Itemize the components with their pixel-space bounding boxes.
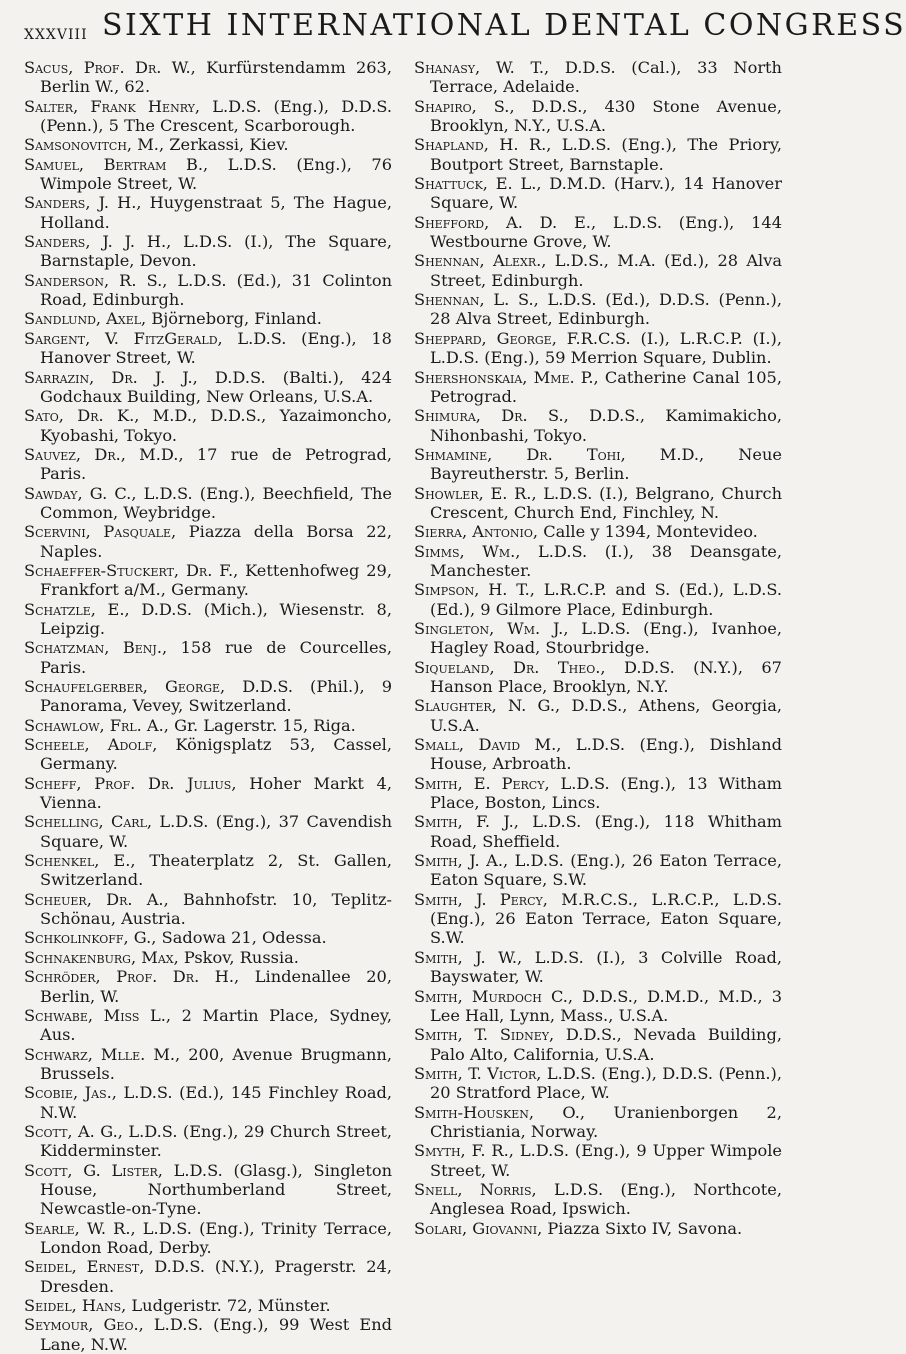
member-entry [414,484,782,523]
member-name: Sarrazin, Dr. J. J., [24,367,198,387]
member-name: Schröder, Prof. Dr. H., [24,967,240,987]
member-entry [414,445,782,484]
member-address: M.D., D.D.S., Yazaimoncho, Kyobashi, Tokyo. [40,406,392,445]
member-address: L.D.S. (Eng.), 144 Westbourne Grove, W. [430,212,782,252]
member-name: Sandlund, Axel, [24,309,147,329]
member-entry [414,1141,782,1180]
member-name: Schwabe, Miss L., [24,1005,172,1025]
member-address: L.D.S. (Eng.), D.D.S. (Penn.), 20 Stratford Place, W. [430,1063,782,1103]
member-name: Shennan, L. S., [414,290,539,310]
member-address: L.D.S. (Eng.), 13 Witham Place, Boston, Lincs. [430,773,782,813]
member-address: L.D.S. (Eng.), 26 Eaton Terrace, Eaton Square, S.W. [430,851,782,890]
member-name: Samuel, Bertram B., [24,154,209,174]
page-header [24,8,906,52]
member-name: Shennan, Alexr., [414,251,547,271]
member-address: Sadowa 21, Odessa. [156,928,327,948]
member-name: Snell, Norris, [414,1179,537,1199]
member-name: Siqueland, Dr. Theo., [414,657,606,677]
member-address: Lindenallee 20, Berlin, W. [40,967,392,1006]
member-entry [24,1006,392,1045]
member-address: Theaterplatz 2, St. Gallen, Switzerland. [40,851,392,890]
member-address: Zerkassi, Kiev. [164,135,289,155]
member-entry [24,735,392,774]
member-address: L.D.S. (Eng.), The Priory, Boutport Street, Barnstaple. [430,135,782,174]
member-entry [414,97,782,136]
member-address: L.D.S., M.A. (Ed.), 28 Alva Street, Edinburgh. [430,251,782,290]
member-name: Scobie, Jas., [24,1083,117,1103]
member-address: Pskov, Russia. [178,947,299,967]
member-name: Shefford, A. D. E., [414,212,597,232]
member-entry [414,522,782,541]
member-address: Björneborg, Finland. [146,309,322,329]
member-name: Shanasy, W. T., [414,58,550,77]
member-name: Samsonovitch, M., [24,135,165,155]
member-entry [414,580,782,619]
member-address: M.D., 17 rue de Petrograd, Paris. [40,444,392,484]
member-name: Scheuer, Dr. A., [24,889,169,909]
member-entry [24,329,392,368]
member-entry [24,1257,392,1296]
member-entry [24,406,392,445]
left-column [24,58,392,1354]
member-entry [414,406,782,445]
member-entry [24,677,392,716]
member-address: D.D.S. (Cal.), 33 North Terrace, Adelaide. [430,58,782,97]
member-address: L.D.S. (Ed.), 145 Finchley Road, N.W. [40,1083,392,1122]
member-name: Sargent, V. FitzGerald, [24,328,223,348]
member-entry [414,1180,782,1219]
running-head: SIXTH INTERNATIONAL DENTAL CONGRESS [102,8,906,43]
member-address: L.D.S. (Eng.), 18 Hanover Street, W. [40,328,392,368]
member-name: Smith, E. Percy, [414,773,550,793]
member-name: Sauvez, Dr., [24,444,126,464]
member-entry [414,987,782,1026]
member-entry [24,812,392,851]
member-entry [414,290,782,329]
member-entry [24,890,392,929]
member-address: L.D.S. (Eng.), D.D.S. (Penn.), 5 The Crescent, Scarborough. [40,96,392,136]
member-address: D.D.S. (N.Y.), 67 Hanson Place, Brooklyn, N.Y. [430,657,782,696]
member-entry [24,271,392,310]
member-address: D.D.S., Athens, Georgia, U.S.A. [430,696,782,735]
member-entry [24,445,392,484]
member-entry [24,135,392,154]
member-address: D.D.S. (Mich.), Wiesenstr. 8, Leipzig. [40,599,393,638]
member-columns [24,58,782,1354]
member-address: L.D.S. (Eng.), 9 Upper Wimpole Street, W. [430,1141,782,1180]
member-name: Smith, Murdoch C., [414,986,574,1006]
member-name: Schnakenburg, Max, [24,947,179,967]
member-entry [24,368,392,407]
member-entry [414,368,782,407]
member-name: Salter, Frank Henry, [24,96,201,116]
member-entry [414,174,782,213]
member-address: F.R.C.S. (I.), L.R.C.P. (I.), L.D.S. (Eng.), 59 Merrion Square, Dublin. [430,328,782,368]
member-address: 200, Avenue Brugmann, Brussels. [40,1044,392,1083]
member-name: Scheele, Adolf, [24,735,158,755]
member-entry [24,58,392,97]
member-entry [24,309,392,328]
member-address: L.D.S. (I.), 3 Colville Road, Bayswater, W. [430,947,782,987]
member-name: Scott, A. G., [24,1121,123,1141]
right-column [414,58,782,1354]
member-entry [414,329,782,368]
member-entry [24,1122,392,1161]
member-address: L.D.S. (Glasg.), Singleton House, Northumberland Street, Newcastle-on-Tyne. [40,1160,392,1219]
member-name: Smyth, F. R., [414,1141,514,1161]
member-entry [414,1025,782,1064]
member-entry [24,948,392,967]
member-name: Singleton, Wm. J., [414,618,569,638]
member-name: Sanderson, R. S., [24,270,168,290]
member-name: Sanders, J. H., [24,193,142,213]
member-address: L.D.S. (Eng.), 37 Cavendish Square, W. [40,812,392,851]
member-entry [414,58,782,97]
member-entry [24,1296,392,1315]
member-name: Schenkel, E., [24,851,136,871]
member-address: L.D.S. (Eng.), 118 Whitham Road, Sheffield. [430,812,782,851]
member-address: Königsplatz 53, Cassel, Germany. [40,735,392,774]
member-entry [24,1219,392,1258]
member-name: Showler, E. R., [414,483,537,503]
member-address: L.D.S. (Ed.), D.D.S. (Penn.), 28 Alva Street, Edinburgh. [430,290,782,329]
member-address: Uranienborgen 2, Christiania, Norway. [430,1102,782,1141]
member-name: Simpson, H. T., [414,580,535,600]
member-entry [24,522,392,561]
member-name: Seidel, Ernest, [24,1257,145,1277]
member-address: M.D., Neue Bayreutherstr. 5, Berlin. [430,444,782,484]
member-name: Sato, Dr. K., [24,406,140,426]
member-name: Scott, G. Lister, [24,1160,163,1180]
member-entry [24,97,392,136]
member-address: 2 Martin Place, Sydney, Aus. [40,1005,392,1045]
member-name: Smith, J. A., [414,851,509,871]
member-entry [24,1161,392,1219]
member-address: D.D.S., D.M.D., M.D., 3 Lee Hall, Lynn, Mass., U.S.A. [430,986,782,1025]
member-address: Hoher Markt 4, Vienna. [40,773,393,813]
member-entry [414,774,782,813]
member-entry [24,232,392,271]
member-address: D.M.D. (Harv.), 14 Hanover Square, W. [430,174,782,213]
member-entry [24,928,392,947]
member-entry [24,561,392,600]
member-name: Solari, Giovanni, [414,1218,543,1238]
member-address: Calle y 1394, Montevideo. [538,522,758,542]
member-name: Schatzle, E., [24,599,130,619]
member-name: Shmamine, Dr. Tohi, [414,444,626,464]
member-entry [414,851,782,890]
member-entry [414,735,782,774]
member-entry [414,1103,782,1142]
member-address: 158 rue de Courcelles, Paris. [40,638,392,677]
member-entry [24,638,392,677]
member-address: L.D.S. (Eng.), Trinity Terrace, London Road, Derby. [40,1218,392,1257]
member-entry [414,619,782,658]
member-address: L.D.S. (Eng.), Beechfield, The Common, Weybridge. [40,483,392,522]
member-name: Scheff, Prof. Dr. Julius, [24,773,237,793]
member-name: Searle, W. R., [24,1218,136,1238]
member-address: Piazza della Borsa 22, Naples. [40,522,392,561]
member-name: Schatzman, Benj., [24,638,168,658]
member-name: Shattuck, E. L., [414,174,542,194]
member-entry [24,774,392,813]
member-name: Shershonskaia, Mme. P., [414,367,599,387]
member-name: Sheppard, George, [414,328,557,348]
member-entry [414,1219,782,1238]
member-entry [414,812,782,851]
member-name: Smith, T. Sidney, [414,1025,555,1045]
member-address: L.D.S. (I.), The Square, Barnstaple, Devon. [40,232,392,271]
member-name: Schaufelgerber, George, [24,677,226,696]
member-name: Seymour, Geo., [24,1315,144,1335]
member-address: L.D.S. (I.), Belgrano, Church Crescent, Church End, Finchley, N. [430,483,782,522]
member-name: Smith-Housken, O., [414,1102,586,1122]
member-entry [24,193,392,232]
member-address: Kettenhofweg 29, Frankfort a/M., Germany. [40,560,392,600]
member-entry [414,213,782,252]
member-entry [24,716,392,735]
member-entry [414,696,782,735]
member-name: Small, David M., [414,735,562,755]
member-address: D.D.S. (Balti.), 424 Godchaux Building, New Orleans, U.S.A. [40,367,392,406]
member-address: D.D.S., Kamimakicho, Nihonbashi, Tokyo. [430,406,783,445]
member-entry [414,251,782,290]
member-address: L.D.S. (Eng.), Ivanhoe, Hagley Road, Stourbridge. [430,618,782,658]
member-address: Gr. Lagerstr. 15, Riga. [168,715,356,735]
member-name: Simms, Wm., [414,541,521,561]
page-number: xxxviii [24,20,88,44]
member-entry [414,890,782,948]
member-address: L.D.S. (Eng.), 29 Church Street, Kidderminster. [40,1121,392,1161]
member-address: L.D.S. (Eng.), Northcote, Anglesea Road, Ipswich. [430,1179,782,1219]
member-name: Shimura, Dr. S., [414,406,569,426]
member-name: Schaeffer-Stuckert, Dr. F., [24,560,239,580]
member-name: Seidel, Hans, [24,1296,127,1315]
member-address: D.D.S., 430 Stone Avenue, Brooklyn, N.Y., U.S.A. [430,96,782,136]
member-name: Scervini, Pasquale, [24,522,177,542]
member-address: L.D.S. (I.), 38 Deansgate, Manchester. [430,541,783,580]
member-name: Sanders, J. J. H., [24,232,172,252]
member-entry [414,658,782,697]
member-name: Schawlow, Frl. A., [24,715,169,735]
member-entry [414,1064,782,1103]
member-address: Piazza Sixto IV, Savona. [542,1218,743,1238]
member-name: Smith, T. Victor, [414,1063,542,1083]
member-entry [24,967,392,1006]
member-address: M.R.C.S., L.R.C.P., L.D.S. (Eng.), 26 Eaton Terrace, Eaton Square, S.W. [430,889,782,948]
member-address: L.D.S. (Ed.), 31 Colinton Road, Edinburgh. [40,270,392,310]
member-address: Catherine Canal 105, Petrograd. [430,367,782,406]
member-address: Bahnhofstr. 10, Teplitz-Schönau, Austria. [40,889,392,929]
member-address: D.D.S. (Phil.), 9 Panorama, Vevey, Switzerland. [40,677,392,716]
member-name: Shapiro, S., [414,96,515,116]
member-name: Schelling, Carl, [24,812,153,832]
member-entry [414,135,782,174]
member-name: Schwarz, Mlle. M., [24,1044,181,1064]
member-entry [24,1315,392,1354]
member-entry [414,542,782,581]
member-address: L.D.S. (Eng.), 76 Wimpole Street, W. [40,154,392,194]
member-name: Slaughter, N. G., [414,696,561,716]
member-name: Smith, F. J., [414,812,519,832]
member-address: Ludgeristr. 72, Münster. [126,1296,331,1315]
member-entry [24,484,392,523]
member-entry [24,600,392,639]
member-address: Kurfürstendamm 263, Berlin W., 62. [40,58,393,97]
member-name: Sawday, G. C., [24,483,137,503]
member-address: L.D.S. (Eng.), 99 West End Lane, N.W. [40,1315,393,1354]
member-name: Sierra, Antonio, [414,522,539,542]
member-address: L.D.S. (Eng.), Dishland House, Arbroath. [430,735,782,774]
member-name: Shapland, H. R., [414,135,552,155]
member-name: Sacus, Prof. Dr. W., [24,58,196,77]
member-address: D.D.S., Nevada Building, Palo Alto, California, U.S.A. [430,1025,782,1064]
member-address: D.D.S. (N.Y.), Pragerstr. 24, Dresden. [40,1257,393,1296]
member-address: L.R.C.P. and S. (Ed.), L.D.S. (Ed.), 9 Gilmore Place, Edinburgh. [430,580,783,619]
member-name: Schkolinkoff, G., [24,928,157,948]
member-entry [24,851,392,890]
member-entry [24,1083,392,1122]
member-name: Smith, J. W., [414,947,523,967]
member-name: Smith, J. Percy, [414,889,548,909]
member-entry [414,948,782,987]
member-address: Huygenstraat 5, The Hague, Holland. [40,193,392,232]
member-entry [24,1045,392,1084]
member-entry [24,155,392,194]
